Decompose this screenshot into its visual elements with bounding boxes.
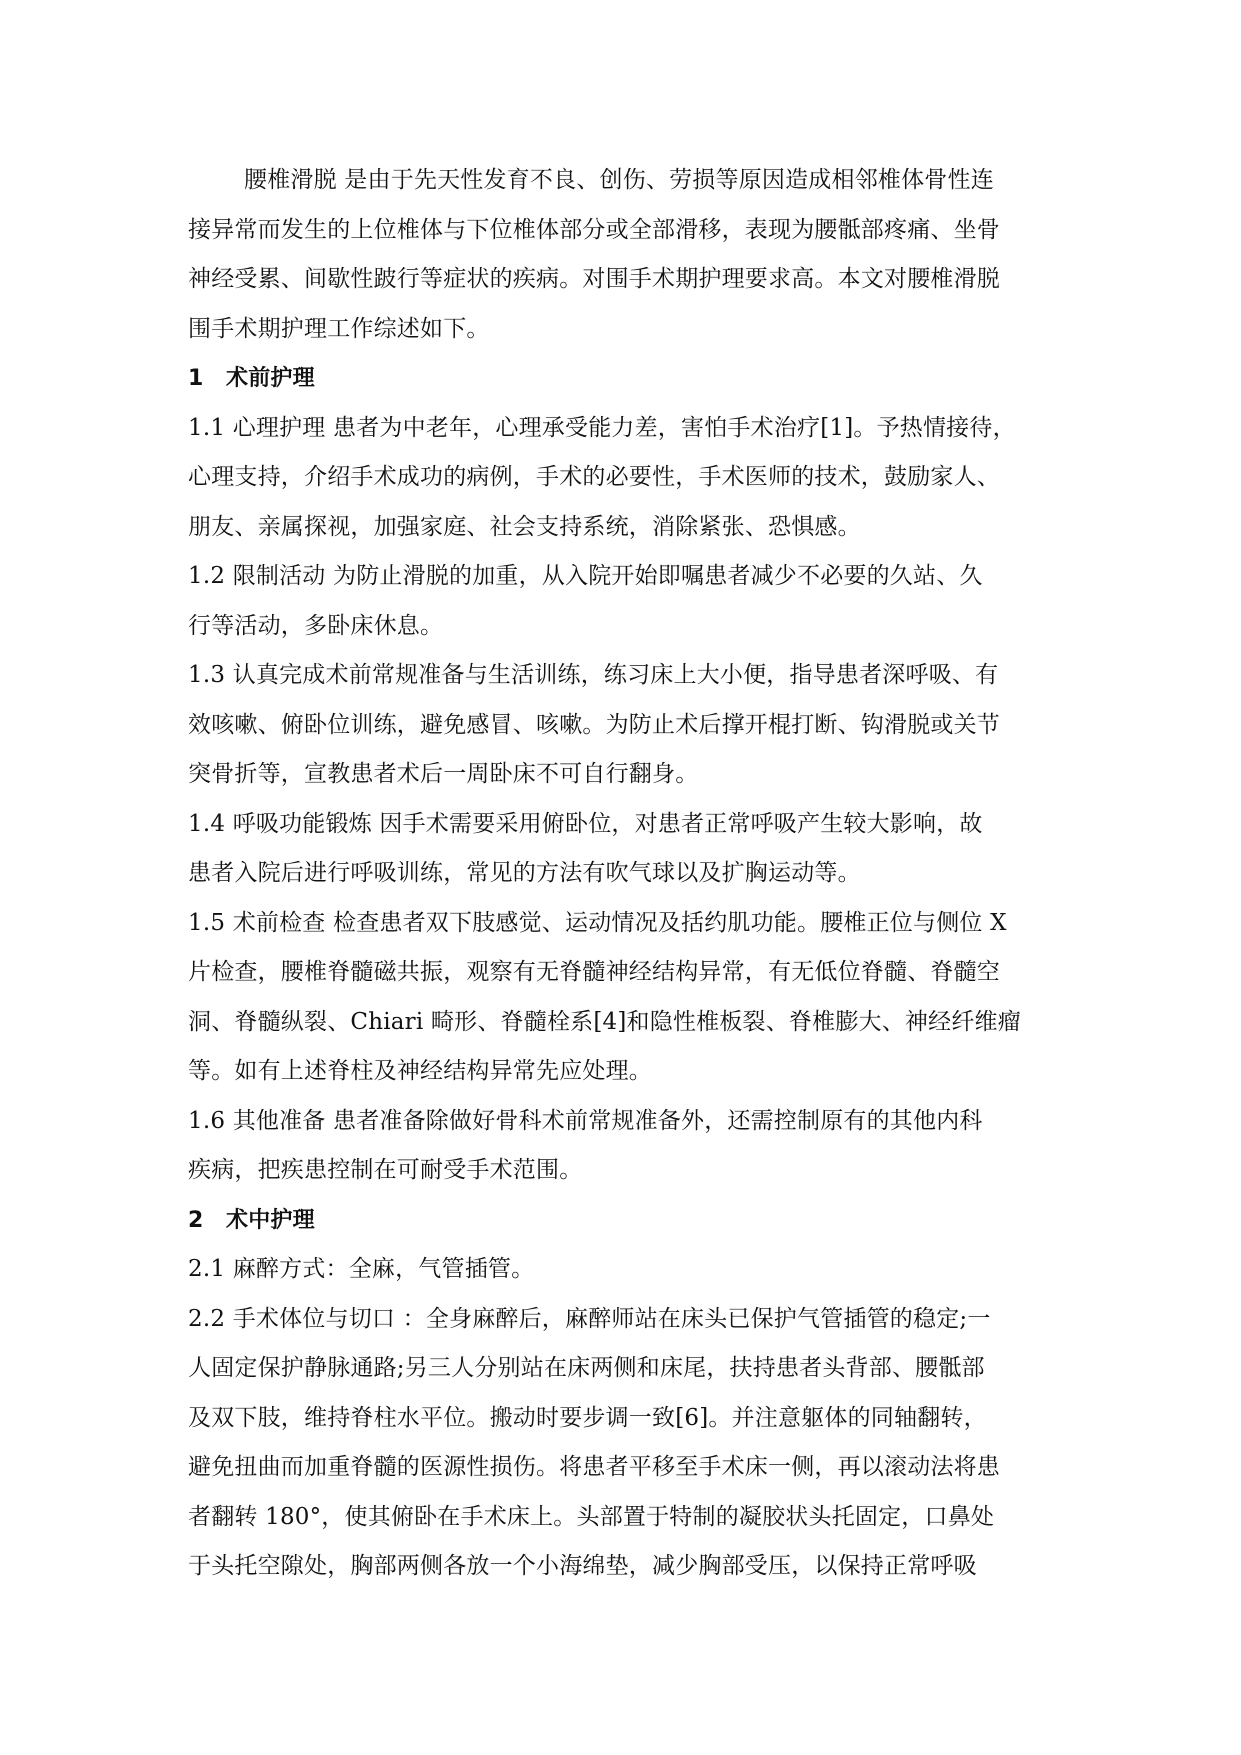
paragraph-line: 1.3 认真完成术前常规准备与生活训练，练习床上大小便，指导患者深呼吸、有: [188, 662, 999, 688]
section-number: 2: [188, 1207, 204, 1233]
paragraph-line: 围手术期护理工作综述如下。: [188, 315, 490, 342]
paragraph-line: 1.1 心理护理 患者为中老年，心理承受能力差，害怕手术治疗[1]。予热情接待，: [188, 414, 1016, 441]
paragraph-line: 洞、脊髓纵裂、Chiari 畸形、脊髓栓系[4]和隐性椎板裂、脊椎膨大、神经纤维瘤: [188, 1008, 1021, 1035]
section-heading-1: [188, 354, 1068, 404]
paragraph-line: 朋友、亲属探视，加强家庭、社会支持系统，消除紧张、恐惧感。: [188, 513, 861, 540]
paragraph-line: 1.2 限制活动 为防止滑脱的加重，从入院开始即嘱患者减少不必要的久站、久: [188, 563, 983, 589]
paragraph-line: 接异常而发生的上位椎体与下位椎体部分或全部滑移，表现为腰骶部疼痛、坐骨: [188, 216, 1000, 243]
paragraph-line: 心理支持，介绍手术成功的病例，手术的必要性，手术医师的技术，鼓励家人、: [188, 464, 1000, 490]
paragraph-line: 神经受累、间歇性跛行等症状的疾病。对围手术期护理要求高。本文对腰椎滑脱: [188, 266, 1000, 292]
paragraph-line: 效咳嗽、俯卧位训练，避免感冒、咳嗽。为防止术后撑开棍打断、钩滑脱或关节: [188, 711, 1000, 738]
paragraph-line: 1.6 其他准备 患者准备除做好骨科术前常规准备外，还需控制原有的其他内科: [188, 1107, 983, 1134]
section-title: 术前护理: [226, 366, 315, 391]
paragraph-line: 人固定保护静脉通路;另三人分别站在床两侧和床尾，扶持患者头背部、腰骶部: [188, 1355, 985, 1381]
paragraph-line: 避免扭曲而加重脊髓的医源性损伤。将患者平移至手术床一侧，再以滚动法将患: [188, 1454, 1000, 1480]
paragraph-line: 腰椎滑脱 是由于先天性发育不良、创伤、劳损等原因造成相邻椎体骨性连: [244, 167, 994, 193]
section-title: 术中护理: [226, 1207, 315, 1233]
paragraph-line: 1.5 术前检查 检查患者双下肢感觉、运动情况及括约肌功能。腰椎正位与侧位 X: [188, 909, 1007, 936]
paragraph-line: 突骨折等，宣教患者术后一周卧床不可自行翻身。: [188, 761, 699, 787]
paragraph-line: 片检查，腰椎脊髓磁共振，观察有无脊髓神经结构异常，有无低位脊髓、脊髓空: [188, 959, 1000, 985]
paragraph-line: 行等活动，多卧床休息。: [188, 612, 444, 639]
section-number: 1: [188, 366, 204, 391]
paragraph-line: 患者入院后进行呼吸训练，常见的方法有吹气球以及扩胸运动等。: [188, 860, 861, 886]
paragraph-line: 者翻转 180°，使其俯卧在手术床上。头部置于特制的凝胶状头托固定，口鼻处: [188, 1503, 995, 1530]
paragraph-line: 及双下肢，维持脊柱水平位。搬动时要步调一致[6]。并注意躯体的同轴翻转，: [188, 1404, 987, 1431]
paragraph-line: 1.4 呼吸功能锻炼 因手术需要采用俯卧位，对患者正常呼吸产生较大影响，故: [188, 810, 983, 837]
paragraph-line: 2.1 麻醉方式：全麻，气管插管。: [188, 1256, 535, 1282]
paragraph-line: 于头托空隙处，胸部两侧各放一个小海绵垫，减少胸部受压，以保持正常呼吸: [188, 1553, 977, 1579]
paragraph-line: 2.2 手术体位与切口 ：全身麻醉后，麻醉师站在床头已保护气管插管的稳定;一: [188, 1305, 991, 1332]
document-body: [188, 156, 1068, 1592]
paragraph-line: 等。如有上述脊柱及神经结构异常先应处理。: [188, 1058, 652, 1084]
section-heading-2: [188, 1196, 1068, 1246]
paragraph-line: 疾病，把疾患控制在可耐受手术范围。: [188, 1157, 583, 1183]
